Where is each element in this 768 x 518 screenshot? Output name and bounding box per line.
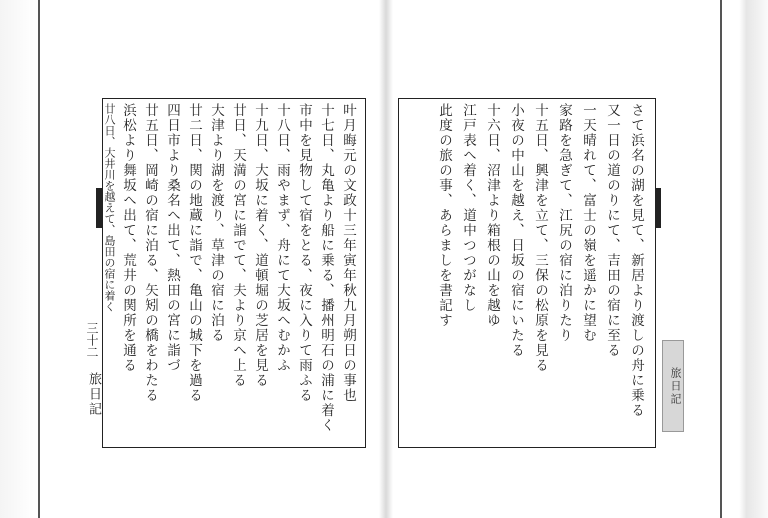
right-page-column-9: 此度の旅の事、あらましを書記す	[436, 103, 452, 328]
scan-left-edge	[0, 0, 34, 518]
left-page-column-2: 十七日、丸亀より船に乗る、播州明石の浦に着く	[318, 103, 334, 433]
left-page-column-8: 廿二日、関の地蔵に詣で、亀山の城下を過る	[186, 103, 202, 403]
right-page-column-6: 小夜の中山を越え、日坂の宿にいたる	[508, 103, 524, 358]
right-page-column-2: 又一日の道のりにて、吉田の宿に至る	[604, 103, 620, 358]
right-page-column-7: 十六日、沼津より箱根の山を越ゆ	[484, 103, 500, 328]
left-folio-title: 旅日記	[86, 372, 101, 417]
left-page-edge-line	[38, 0, 40, 518]
left-folio-page-number: 三十二	[85, 322, 99, 358]
left-page-column-11: 浜松より舞坂へ出て、荒井の関所を通る	[120, 103, 136, 373]
left-page-column-3: 市中を見物して宿をとる、夜に入りて雨ふる	[296, 103, 312, 403]
right-page-column-4: 家路を急ぎて、江尻の宿に泊りたり	[556, 103, 572, 343]
left-page-column-4: 十八日、雨やまず、舟にて大坂へむかふ	[274, 103, 290, 373]
left-page-column-6: 廿日、天満の宮に詣でて、夫より京へ上る	[230, 103, 246, 388]
right-page-column-3: 一天晴れて、富士の嶺を遥かに望む	[580, 103, 596, 343]
left-page-column-7: 大津より湖を渡り、草津の宿に泊る	[208, 103, 224, 343]
right-page-edge-line	[720, 0, 722, 518]
book-spine	[379, 0, 393, 518]
left-page-column-1: 叶月晦元の文政十三年寅年秋九月朔日の事也	[340, 103, 356, 403]
left-page-column-5: 十九日、大坂に着く、道頓堀の芝居を見る	[252, 103, 268, 388]
left-page-column-10: 廿五日、岡崎の宿に泊る、矢矧の橋をわたる	[142, 103, 158, 403]
right-folio-title: 旅日記	[662, 340, 684, 432]
right-page-column-1: さて浜名の湖を見て、新居より渡しの舟に乗る	[628, 103, 644, 418]
left-page-column-12: 廿八日、大井川を越えて、島田の宿に着く	[103, 103, 116, 312]
scan-right-edge	[720, 0, 768, 518]
right-page-column-5: 十五日、興津を立て、三保の松原を見る	[532, 103, 548, 373]
left-page-column-9: 四日市より桑名へ出て、熱田の宮に詣づ	[164, 103, 180, 373]
right-page-panel	[398, 98, 656, 448]
right-page-column-8: 江戸表へ着く、道中つつがなし	[460, 103, 476, 313]
left-page-panel	[102, 98, 366, 448]
